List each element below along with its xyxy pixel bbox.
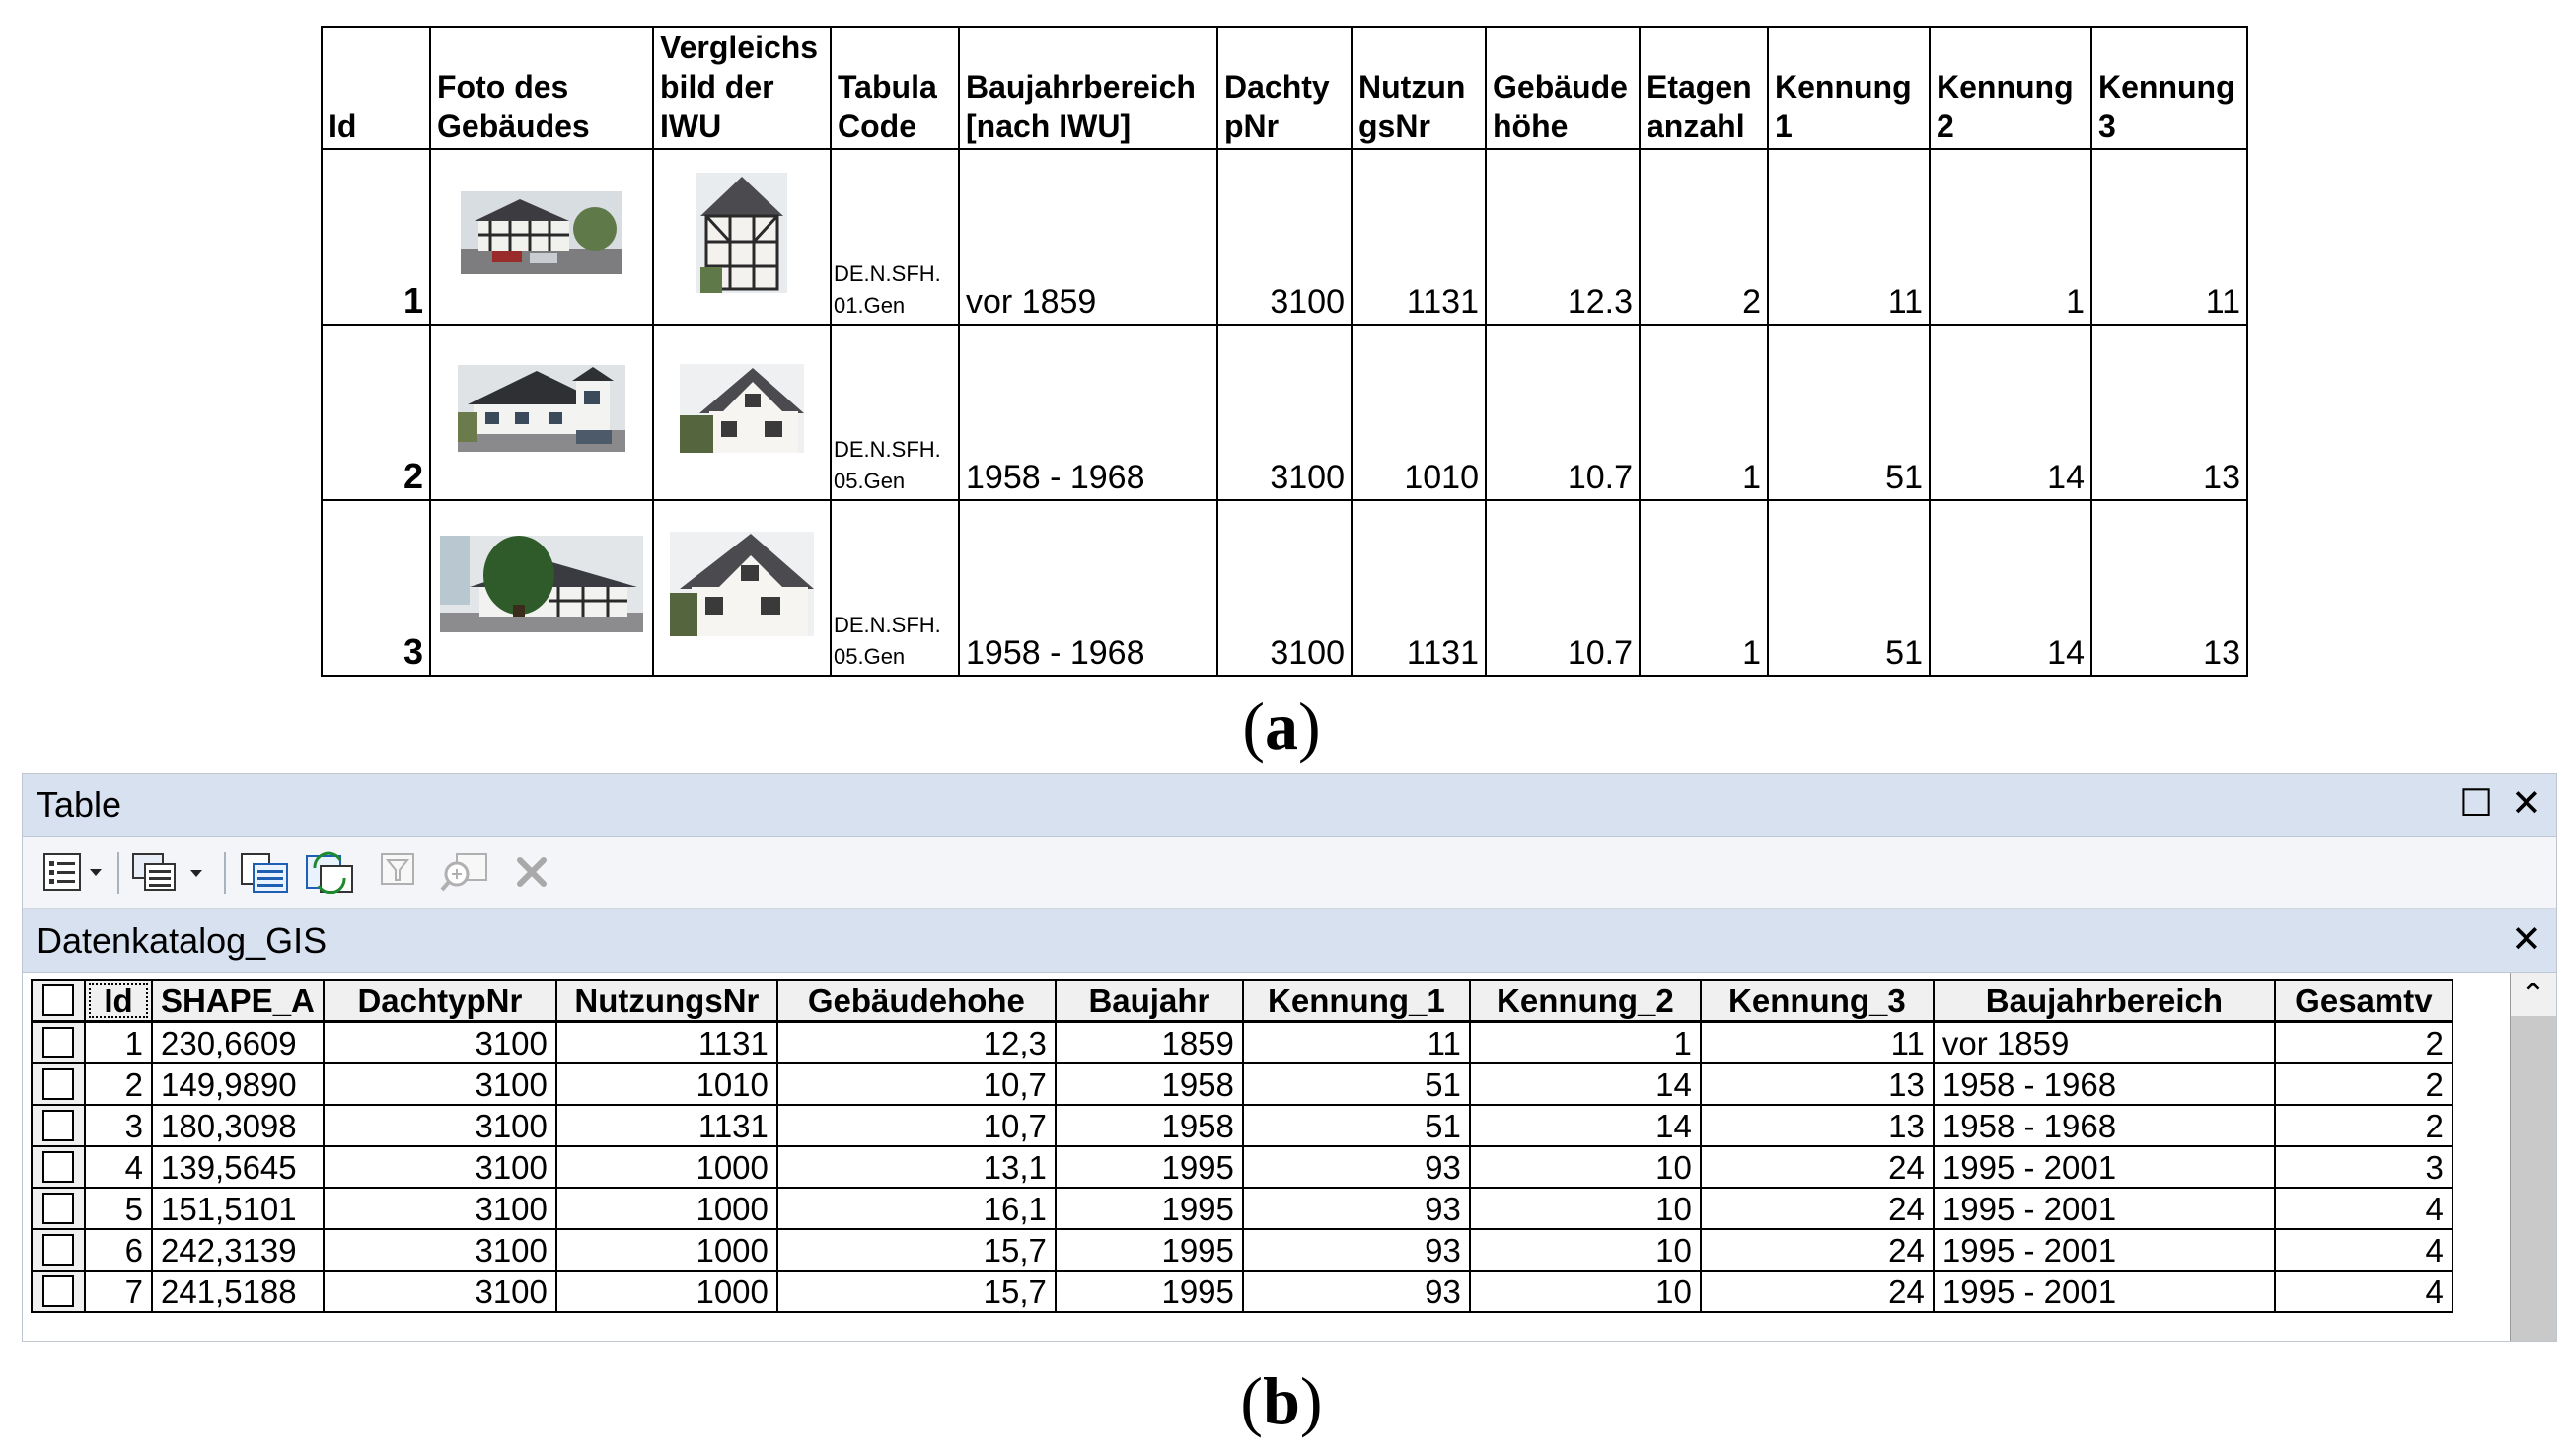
catalog-header-kennung-2: Kennung 2 <box>1930 27 2091 149</box>
grid-cell-gebaeudehohe[interactable]: 15,7 <box>777 1271 1056 1312</box>
scroll-up-button[interactable]: ⌃ <box>2511 973 2556 1016</box>
grid-cell-kennung-3[interactable]: 24 <box>1701 1146 1934 1188</box>
catalog-header-comparison: Vergleichs bild der IWU <box>653 27 831 149</box>
building-photo-image <box>458 365 625 452</box>
grid-cell-gebaeudehohe[interactable]: 15,7 <box>777 1229 1056 1271</box>
catalog-cell-hoehe: 10.7 <box>1486 500 1640 676</box>
catalog-cell-hoehe: 12.3 <box>1486 149 1640 325</box>
grid-cell-dachtypnr[interactable]: 3100 <box>324 1229 556 1271</box>
switch-selection-button[interactable] <box>303 848 358 896</box>
catalog-cell-nutzung: 1131 <box>1352 149 1486 325</box>
grid-row[interactable] <box>32 1105 2453 1146</box>
grid-cell-shape-area[interactable]: 139,5645 <box>152 1146 324 1188</box>
catalog-header-nutzung: Nutzun gsNr <box>1352 27 1486 149</box>
catalog-cell-kennung-2: 14 <box>1930 325 2091 500</box>
caption-a: (a) <box>1242 689 1321 764</box>
grid-cell-dachtypnr[interactable]: 3100 <box>324 1271 556 1312</box>
catalog-cell-photo <box>430 500 653 676</box>
grid-cell-gesamtv[interactable]: 4 <box>2275 1188 2453 1229</box>
attribute-grid-area <box>23 973 2556 1341</box>
grid-row[interactable] <box>32 1063 2453 1105</box>
grid-cell-baujahrbereich[interactable]: vor 1859 <box>1934 1022 2275 1064</box>
row-selector[interactable] <box>32 1105 85 1146</box>
catalog-header-kennung-1: Kennung 1 <box>1768 27 1930 149</box>
iwu-comparison-drawing <box>696 173 787 293</box>
catalog-cell-comparison <box>653 149 831 325</box>
grid-header-gesamtv[interactable]: Gesamtv <box>2275 980 2453 1022</box>
grid-cell-dachtypnr[interactable]: 3100 <box>324 1105 556 1146</box>
grid-cell-baujahr[interactable]: 1995 <box>1056 1229 1243 1271</box>
grid-cell-baujahr[interactable]: 1859 <box>1056 1022 1243 1064</box>
grid-cell-kennung-3[interactable]: 24 <box>1701 1229 1934 1271</box>
grid-cell-baujahrbereich[interactable]: 1995 - 2001 <box>1934 1146 2275 1188</box>
grid-cell-gesamtv[interactable]: 2 <box>2275 1022 2453 1064</box>
catalog-cell-baujahr: 1958 - 1968 <box>959 500 1217 676</box>
row-selector-box <box>42 1193 74 1224</box>
catalog-cell-nutzung: 1131 <box>1352 500 1486 676</box>
grid-cell-nutzungsnr[interactable]: 1131 <box>556 1022 777 1064</box>
gis-table-window <box>22 773 2557 1342</box>
grid-row[interactable] <box>32 1022 2453 1064</box>
window-title: Table <box>37 784 122 825</box>
grid-cell-shape-area[interactable]: 151,5101 <box>152 1188 324 1229</box>
grid-cell-baujahr[interactable]: 1995 <box>1056 1146 1243 1188</box>
delete-selected-icon <box>512 852 551 892</box>
row-selector-box <box>42 1234 74 1266</box>
grid-cell-gebaeudehohe[interactable]: 16,1 <box>777 1188 1056 1229</box>
catalog-cell-kennung-3: 13 <box>2091 325 2247 500</box>
catalog-cell-photo <box>430 325 653 500</box>
grid-cell-kennung-3[interactable]: 24 <box>1701 1188 1934 1229</box>
catalog-table <box>321 26 2248 677</box>
grid-cell-baujahr[interactable]: 1995 <box>1056 1188 1243 1229</box>
catalog-cell-kennung-3: 11 <box>2091 149 2247 325</box>
grid-cell-baujahr[interactable]: 1995 <box>1056 1271 1243 1312</box>
grid-cell-kennung-2[interactable]: 10 <box>1470 1271 1701 1312</box>
grid-row[interactable] <box>32 1229 2453 1271</box>
catalog-row <box>322 325 2247 500</box>
catalog-header-baujahr: Baujahrbereich [nach IWU] <box>959 27 1217 149</box>
row-selector-box <box>42 1151 74 1183</box>
grid-header-id[interactable]: Id <box>85 980 152 1022</box>
grid-cell-kennung-1[interactable]: 93 <box>1243 1188 1470 1229</box>
grid-header-row <box>32 980 2453 1022</box>
tab-datenkatalog-gis[interactable]: Datenkatalog_GIS <box>37 920 328 961</box>
table-tab-bar <box>23 909 2556 973</box>
grid-cell-kennung-2[interactable]: 10 <box>1470 1146 1701 1188</box>
catalog-cell-dachtyp: 3100 <box>1217 500 1352 676</box>
grid-cell-kennung-1[interactable]: 93 <box>1243 1146 1470 1188</box>
grid-header-kennung-3[interactable]: Kennung_3 <box>1701 980 1934 1022</box>
catalog-cell-kennung-1: 51 <box>1768 500 1930 676</box>
grid-header-gebaeudehohe[interactable]: Gebäudehohe <box>777 980 1056 1022</box>
grid-cell-nutzungsnr[interactable]: 1131 <box>556 1105 777 1146</box>
grid-cell-dachtypnr[interactable]: 3100 <box>324 1188 556 1229</box>
grid-cell-kennung-1[interactable]: 51 <box>1243 1105 1470 1146</box>
catalog-cell-dachtyp: 3100 <box>1217 149 1352 325</box>
catalog-cell-kennung-1: 11 <box>1768 149 1930 325</box>
window-titlebar <box>23 774 2556 837</box>
vertical-scrollbar[interactable] <box>2510 973 2556 1341</box>
grid-cell-id[interactable]: 3 <box>85 1105 152 1146</box>
grid-cell-kennung-2[interactable]: 10 <box>1470 1188 1701 1229</box>
grid-cell-id[interactable]: 1 <box>85 1022 152 1064</box>
row-selector[interactable] <box>32 1146 85 1188</box>
grid-cell-shape-area[interactable]: 242,3139 <box>152 1229 324 1271</box>
grid-cell-shape-area[interactable]: 230,6609 <box>152 1022 324 1064</box>
grid-cell-shape-area[interactable]: 149,9890 <box>152 1063 324 1105</box>
grid-cell-kennung-3[interactable]: 24 <box>1701 1271 1934 1312</box>
grid-cell-gebaeudehohe[interactable]: 10,7 <box>777 1063 1056 1105</box>
grid-row[interactable] <box>32 1188 2453 1229</box>
building-photo <box>461 191 622 274</box>
grid-cell-gesamtv[interactable]: 4 <box>2275 1271 2453 1312</box>
catalog-cell-baujahr: vor 1859 <box>959 149 1217 325</box>
catalog-cell-etagen: 1 <box>1640 500 1768 676</box>
close-tab-button[interactable]: ✕ <box>2511 919 2542 961</box>
catalog-header-photo: Foto des Gebäudes <box>430 27 653 149</box>
row-selector-box <box>42 1027 74 1058</box>
grid-cell-gesamtv[interactable]: 3 <box>2275 1146 2453 1188</box>
catalog-cell-comparison <box>653 500 831 676</box>
grid-header-baujahrbereich[interactable]: Baujahrbereich <box>1934 980 2275 1022</box>
catalog-header-hoehe: Gebäude höhe <box>1486 27 1640 149</box>
grid-cell-id[interactable]: 2 <box>85 1063 152 1105</box>
grid-cell-gebaeudehohe[interactable]: 10,7 <box>777 1105 1056 1146</box>
table-options-icon <box>42 852 108 892</box>
toolbar-separator <box>117 852 119 894</box>
catalog-cell-kennung-2: 1 <box>1930 149 2091 325</box>
row-selector[interactable] <box>32 1188 85 1229</box>
zoom-to-selected-button[interactable] <box>435 848 494 896</box>
grid-cell-kennung-3[interactable]: 13 <box>1701 1105 1934 1146</box>
row-selector[interactable] <box>32 1271 85 1312</box>
row-selector[interactable] <box>32 1229 85 1271</box>
catalog-cell-tabula: DE.N.SFH. 01.Gen <box>831 149 959 325</box>
grid-header-dachtypnr[interactable]: DachtypNr <box>324 980 556 1022</box>
grid-cell-gesamtv[interactable]: 4 <box>2275 1229 2453 1271</box>
catalog-header-dachtyp: Dachty pNr <box>1217 27 1352 149</box>
catalog-cell-id: 3 <box>322 500 430 676</box>
related-tables-icon <box>131 850 214 894</box>
catalog-header-kennung-3: Kennung 3 <box>2091 27 2247 149</box>
grid-cell-shape-area[interactable]: 241,5188 <box>152 1271 324 1312</box>
building-photo <box>458 365 625 452</box>
catalog-cell-etagen: 1 <box>1640 325 1768 500</box>
grid-cell-baujahrbereich[interactable]: 1995 - 2001 <box>1934 1271 2275 1312</box>
catalog-cell-hoehe: 10.7 <box>1486 325 1640 500</box>
grid-cell-shape-area[interactable]: 180,3098 <box>152 1105 324 1146</box>
grid-cell-gebaeudehohe[interactable]: 12,3 <box>777 1022 1056 1064</box>
grid-cell-nutzungsnr[interactable]: 1010 <box>556 1063 777 1105</box>
zoom-to-selected-icon <box>439 850 490 894</box>
row-selector[interactable] <box>32 1063 85 1105</box>
clear-selection-button[interactable] <box>370 848 425 896</box>
catalog-cell-comparison <box>653 325 831 500</box>
grid-header-kennung-1[interactable]: Kennung_1 <box>1243 980 1470 1022</box>
grid-cell-kennung-2[interactable]: 10 <box>1470 1229 1701 1271</box>
row-selector-box <box>42 1110 74 1141</box>
delete-selected-button[interactable] <box>504 848 559 896</box>
grid-cell-baujahr[interactable]: 1958 <box>1056 1063 1243 1105</box>
row-selector-box <box>42 1275 74 1307</box>
grid-cell-baujahrbereich[interactable]: 1995 - 2001 <box>1934 1188 2275 1229</box>
related-tables-button[interactable] <box>131 848 214 896</box>
catalog-cell-tabula: DE.N.SFH. 05.Gen <box>831 325 959 500</box>
grid-cell-baujahrbereich[interactable]: 1995 - 2001 <box>1934 1229 2275 1271</box>
row-selector[interactable] <box>32 1022 85 1064</box>
catalog-header-id: Id <box>322 27 430 149</box>
select-by-attributes-icon <box>240 850 291 894</box>
iwu-comparison-drawing <box>680 364 804 453</box>
grid-row[interactable] <box>32 1146 2453 1188</box>
grid-cell-id[interactable]: 7 <box>85 1271 152 1312</box>
iwu-comparison-drawing <box>670 532 814 636</box>
catalog-cell-kennung-1: 51 <box>1768 325 1930 500</box>
catalog-cell-etagen: 2 <box>1640 149 1768 325</box>
grid-cell-kennung-3[interactable]: 13 <box>1701 1063 1934 1105</box>
grid-header-kennung-2[interactable]: Kennung_2 <box>1470 980 1701 1022</box>
close-window-button[interactable]: ✕ <box>2511 783 2542 825</box>
grid-cell-gebaeudehohe[interactable]: 13,1 <box>777 1146 1056 1188</box>
grid-cell-kennung-2[interactable]: 1 <box>1470 1022 1701 1064</box>
grid-body <box>32 1022 2453 1313</box>
maximize-button[interactable]: ☐ <box>2459 783 2494 825</box>
grid-row[interactable] <box>32 1271 2453 1312</box>
catalog-cell-baujahr: 1958 - 1968 <box>959 325 1217 500</box>
catalog-header-tabula: Tabula Code <box>831 27 959 149</box>
select-by-attributes-button[interactable] <box>238 848 293 896</box>
grid-cell-kennung-1[interactable]: 93 <box>1243 1229 1470 1271</box>
iwu-comparison-image <box>680 364 804 453</box>
catalog-cell-dachtyp: 3100 <box>1217 325 1352 500</box>
caption-b: (b) <box>1240 1363 1323 1438</box>
catalog-cell-id: 1 <box>322 149 430 325</box>
catalog-cell-kennung-3: 13 <box>2091 500 2247 676</box>
clear-selection-icon <box>376 850 419 894</box>
grid-cell-kennung-2[interactable]: 14 <box>1470 1063 1701 1105</box>
grid-cell-id[interactable]: 5 <box>85 1188 152 1229</box>
grid-cell-kennung-1[interactable]: 93 <box>1243 1271 1470 1312</box>
catalog-cell-nutzung: 1010 <box>1352 325 1486 500</box>
grid-cell-dachtypnr[interactable]: 3100 <box>324 1063 556 1105</box>
catalog-cell-tabula: DE.N.SFH. 05.Gen <box>831 500 959 676</box>
catalog-cell-photo <box>430 149 653 325</box>
grid-cell-nutzungsnr[interactable]: 1000 <box>556 1271 777 1312</box>
grid-cell-baujahr[interactable]: 1958 <box>1056 1105 1243 1146</box>
grid-cell-baujahrbereich[interactable]: 1958 - 1968 <box>1934 1105 2275 1146</box>
grid-cell-kennung-2[interactable]: 14 <box>1470 1105 1701 1146</box>
grid-cell-id[interactable]: 4 <box>85 1146 152 1188</box>
toolbar-separator <box>224 852 226 894</box>
switch-selection-icon <box>305 850 356 894</box>
grid-cell-dachtypnr[interactable]: 3100 <box>324 1146 556 1188</box>
grid-header-nutzungsnr[interactable]: NutzungsNr <box>556 980 777 1022</box>
building-photo-image <box>440 536 643 632</box>
grid-cell-kennung-3[interactable]: 11 <box>1701 1022 1934 1064</box>
catalog-row <box>322 500 2247 676</box>
building-photo <box>440 536 643 632</box>
grid-cell-kennung-1[interactable]: 51 <box>1243 1063 1470 1105</box>
row-selector-box <box>42 1068 74 1100</box>
grid-cell-gesamtv[interactable]: 2 <box>2275 1063 2453 1105</box>
iwu-comparison-image <box>696 173 787 293</box>
grid-header-baujahr[interactable]: Baujahr <box>1056 980 1243 1022</box>
catalog-row <box>322 149 2247 325</box>
catalog-cell-id: 2 <box>322 325 430 500</box>
grid-cell-nutzungsnr[interactable]: 1000 <box>556 1229 777 1271</box>
building-photo-image <box>461 191 622 274</box>
table-toolbar <box>23 837 2556 909</box>
grid-cell-dachtypnr[interactable]: 3100 <box>324 1022 556 1064</box>
catalog-header-row <box>322 27 2247 149</box>
catalog-header-etagen: Etagen anzahl <box>1640 27 1768 149</box>
grid-cell-baujahrbereich[interactable]: 1958 - 1968 <box>1934 1063 2275 1105</box>
attribute-grid <box>31 979 2453 1313</box>
grid-header-shape-area[interactable]: SHAPE_A <box>152 980 324 1022</box>
grid-cell-kennung-1[interactable]: 11 <box>1243 1022 1470 1064</box>
catalog-cell-kennung-2: 14 <box>1930 500 2091 676</box>
table-options-button[interactable] <box>42 848 108 896</box>
iwu-comparison-image <box>670 532 814 636</box>
grid-cell-nutzungsnr[interactable]: 1000 <box>556 1146 777 1188</box>
grid-cell-id[interactable]: 6 <box>85 1229 152 1271</box>
grid-select-all[interactable] <box>32 980 85 1022</box>
grid-cell-gesamtv[interactable]: 2 <box>2275 1105 2453 1146</box>
grid-cell-nutzungsnr[interactable]: 1000 <box>556 1188 777 1229</box>
